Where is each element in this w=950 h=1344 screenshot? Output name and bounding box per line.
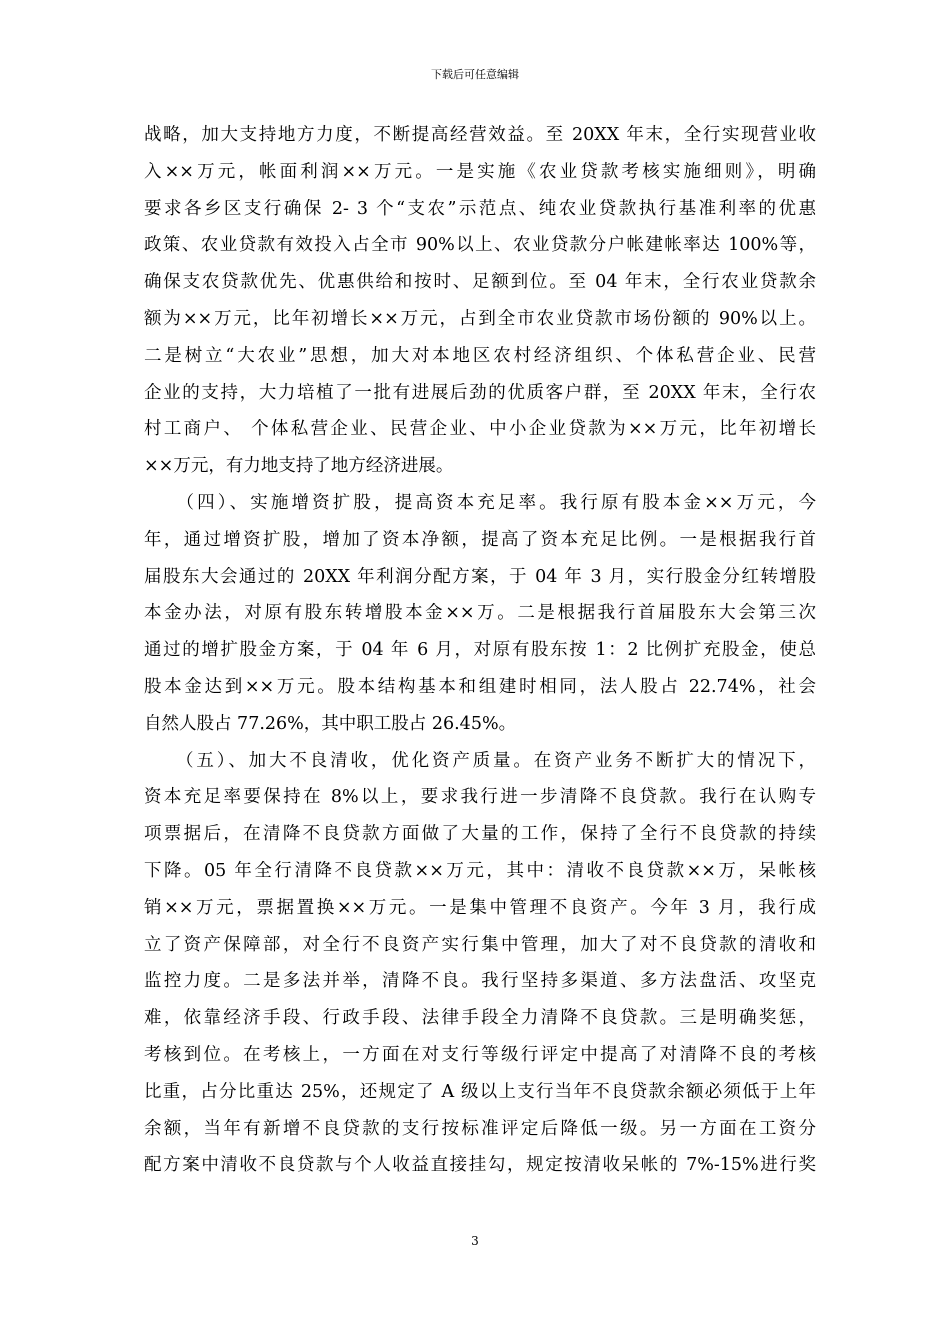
text-line: 入××万元，帐面利润××万元。一是实施《农业贷款考核实施细则》，明确 xyxy=(144,161,816,182)
text-line: 立了资产保障部，对全行不良资产实行集中管理，加大了对不良贷款的清收和 xyxy=(144,934,816,955)
text-line: 销××万元，票据置换××万元。一是集中管理不良资产。今年 3 月，我行成 xyxy=(144,897,816,918)
page-header: 下载后可任意编辑 xyxy=(431,68,519,81)
text-line: 政策、农业贷款有效投入占全市 90%以上、农业贷款分户帐建帐率达 100%等， xyxy=(144,235,816,256)
text-line: 额为××万元，比年初增长××万元，占到全市农业贷款市场份额的 90%以上。 xyxy=(144,308,816,329)
text-line: 项票据后，在清降不良贷款方面做了大量的工作，保持了全行不良贷款的持续 xyxy=(144,824,816,845)
text-line: 配方案中清收不良贷款与个人收益直接挂勾，规定按清收呆帐的 7%-15%进行奖 xyxy=(144,1155,816,1176)
text-line: 自然人股占 77.26%，其中职工股占 26.45%。 xyxy=(144,713,517,734)
text-line: 战略，加大支持地方力度，不断提高经营效益。至 20XX 年末，全行实现营业收 xyxy=(144,125,816,145)
text-line: 确保支农贷款优先、优惠供给和按时、足额到位。至 04 年末，全行农业贷款余 xyxy=(144,272,816,293)
text-line: 股本金达到××万元。股本结构基本和组建时相同，法人股占 22.74%，社会 xyxy=(144,676,816,697)
text-line: 资本充足率要保持在 8%以上，要求我行进一步清降不良贷款。我行在认购专 xyxy=(144,787,816,808)
text-line: 比重，占分比重达 25%，还规定了 A 级以上支行当年不良贷款余额必须低于上年 xyxy=(144,1081,816,1102)
body-text xyxy=(144,117,816,1184)
page-number: 3 xyxy=(471,1234,479,1248)
text-line: 下降。05 年全行清降不良贷款××万元，其中：清收不良贷款××万，呆帐核 xyxy=(144,860,816,881)
text-line: 考核到位。在考核上，一方面在对支行等级行评定中提高了对清降不良的考核 xyxy=(144,1044,816,1065)
text-line: 二是树立“大农业”思想，加大对本地区农村经济组织、个体私营企业、民营 xyxy=(144,345,816,366)
text-line: 年，通过增资扩股，增加了资本净额，提高了资本充足比例。一是根据我行首 xyxy=(144,529,816,550)
text-line: 难，依靠经济手段、行政手段、法律手段全力清降不良贷款。三是明确奖惩， xyxy=(144,1008,816,1029)
text-line: 本金办法，对原有股东转增股本金××万。二是根据我行首届股东大会第三次 xyxy=(144,603,816,624)
text-line: ××万元，有力地支持了地方经济进展。 xyxy=(144,456,454,477)
text-line: 届股东大会通过的 20XX 年利润分配方案，于 04 年 3 月，实行股金分红转增股 xyxy=(144,566,816,587)
text-line: 村工商户、 个体私营企业、民营企业、中小企业贷款为××万元，比年初增长 xyxy=(144,419,816,440)
text-line: （四）、实施增资扩股，提高资本充足率。我行原有股本金××万元，今 xyxy=(144,492,816,513)
text-line: 通过的增扩股金方案，于 04 年 6 月，对原有股东按 1：2 比例扩充股金，使总 xyxy=(144,640,816,661)
text-line: （五）、加大不良清收，优化资产质量。在资产业务不断扩大的情况下， xyxy=(144,750,816,771)
text-line: 企业的支持，大力培植了一批有进展后劲的优质客户群，至 20XX 年末，全行农 xyxy=(144,382,816,403)
text-line: 监控力度。二是多法并举，清降不良。我行坚持多渠道、多方法盘活、攻坚克 xyxy=(144,971,816,992)
text-line: 余额，当年有新增不良贷款的支行按标准评定后降低一级。另一方面在工资分 xyxy=(144,1118,816,1139)
text-line: 要求各乡区支行确保 2- 3 个“支农”示范点、纯农业贷款执行基准利率的优惠 xyxy=(144,198,816,219)
